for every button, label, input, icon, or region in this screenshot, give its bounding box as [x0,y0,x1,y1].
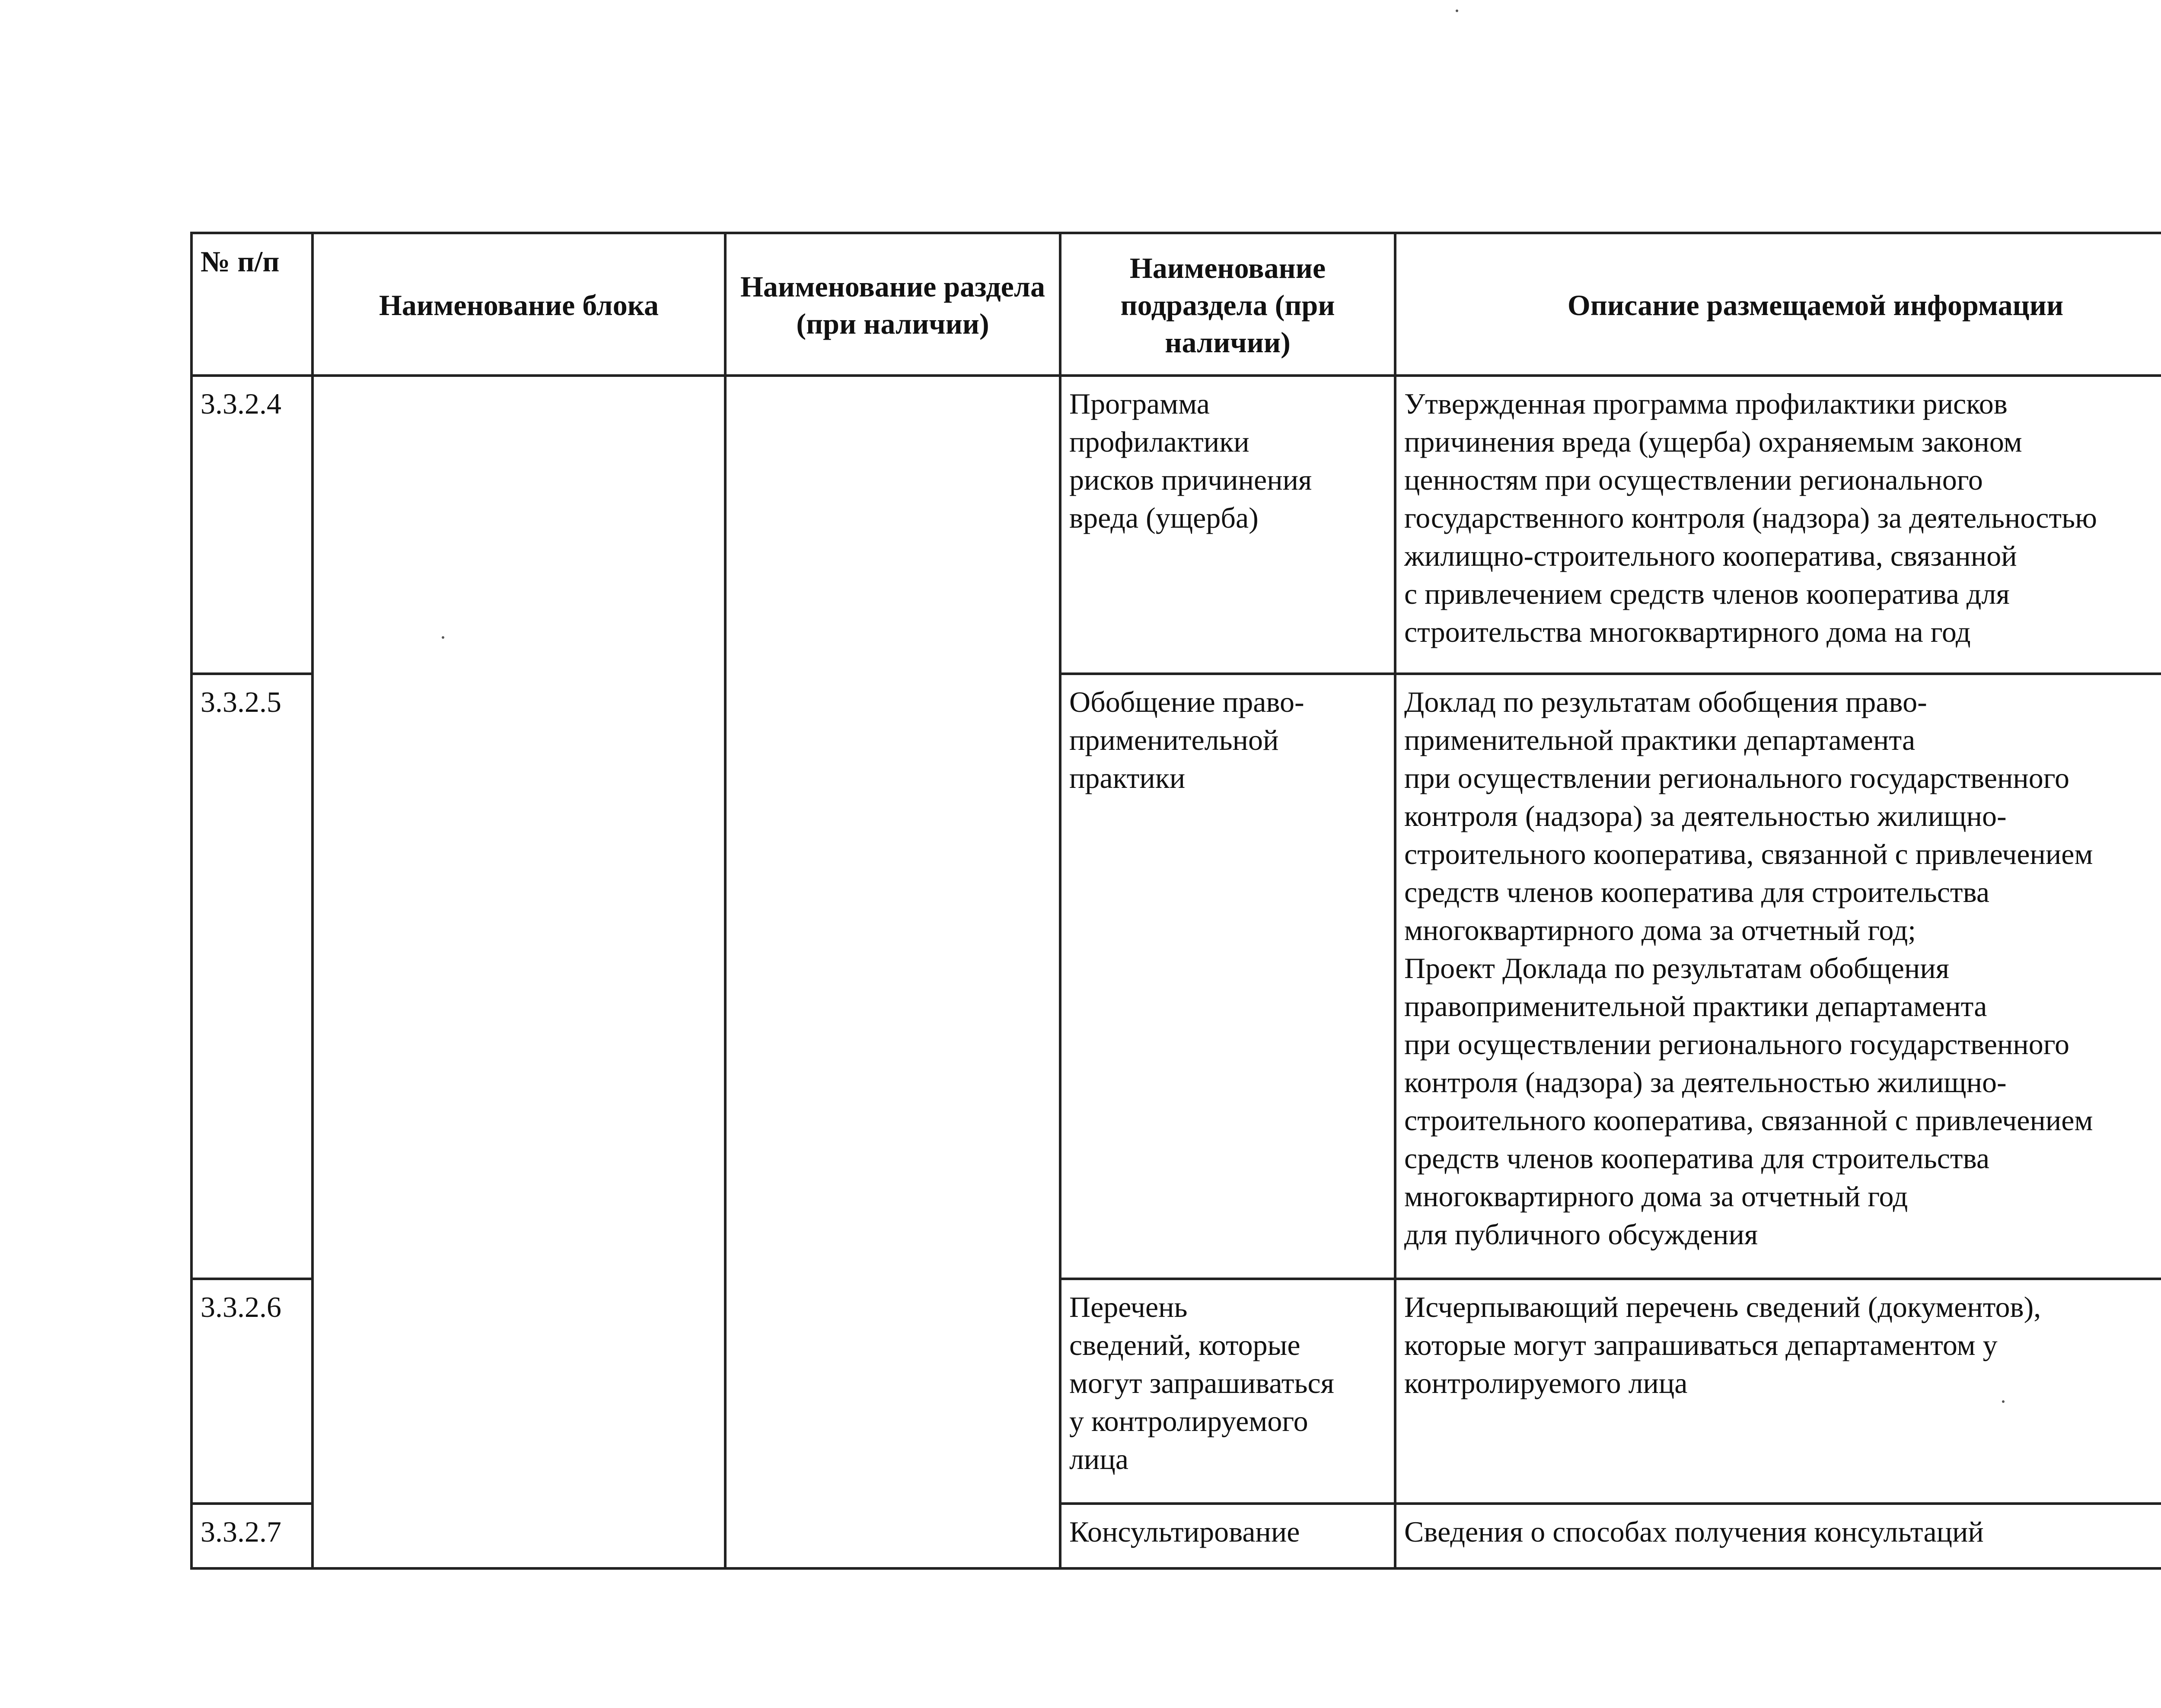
subsection-name: Обобщение право- применительной практики [1060,674,1395,1279]
header-section-name: Наименование раздела (при наличии) [725,233,1060,376]
information-table [190,232,2161,1570]
subsection-name: Программа профилактики рисков причинения вреда (ущерба) [1060,376,1395,674]
description-text: Утвержденная программа профилактики рисков причинения вреда (ущерба) охраняемым законом ценностям при осуществлении регионального государственного контроля (надзора) за деятельностью жилищно-строительного кооператива, связанной с привлечением средств членов кооператива для строительства многоквартирного дома на год [1395,376,2161,674]
header-number: № п/п [191,233,312,376]
header-description: Описание размещаемой информации [1395,233,2161,376]
description-text: Доклад по результатам обобщения право- применительной практики департамента при осуществлении регионального государственного контроля (надзора) за деятельностью жилищно- строительного кооператива, связанной с привлечением средств членов кооператива для строительства многоквартирного дома за отчетный год; Проект Доклада по результатам обобщения правоприменительной практики департамента при осуществлении регионального государственного контроля (надзора) за деятельностью жилищно- строительного кооператива, связанной с привлечением средств членов кооператива для строительства многоквартирного дома за отчетный год для публичного обсуждения [1395,674,2161,1279]
row-number: 3.3.2.4 [191,376,312,674]
block-name-cell [312,376,725,1568]
row-number: 3.3.2.7 [191,1504,312,1568]
table-row [191,376,2161,674]
header-subsection-name: Наименование подраздела (при наличии) [1060,233,1395,376]
row-number: 3.3.2.6 [191,1279,312,1504]
section-name-cell [725,376,1060,1568]
description-text: Исчерпывающий перечень сведений (документов), которые могут запрашиваться департаментом у контролируемого лица [1395,1279,2161,1504]
header-block-name: Наименование блока [312,233,725,376]
table-header-row [191,233,2161,376]
scan-speck [1456,10,1458,12]
subsection-name: Перечень сведений, которые могут запрашиваться у контролируемого лица [1060,1279,1395,1504]
subsection-name: Консультирование [1060,1504,1395,1568]
description-text: Сведения о способах получения консультаций [1395,1504,2161,1568]
row-number: 3.3.2.5 [191,674,312,1279]
